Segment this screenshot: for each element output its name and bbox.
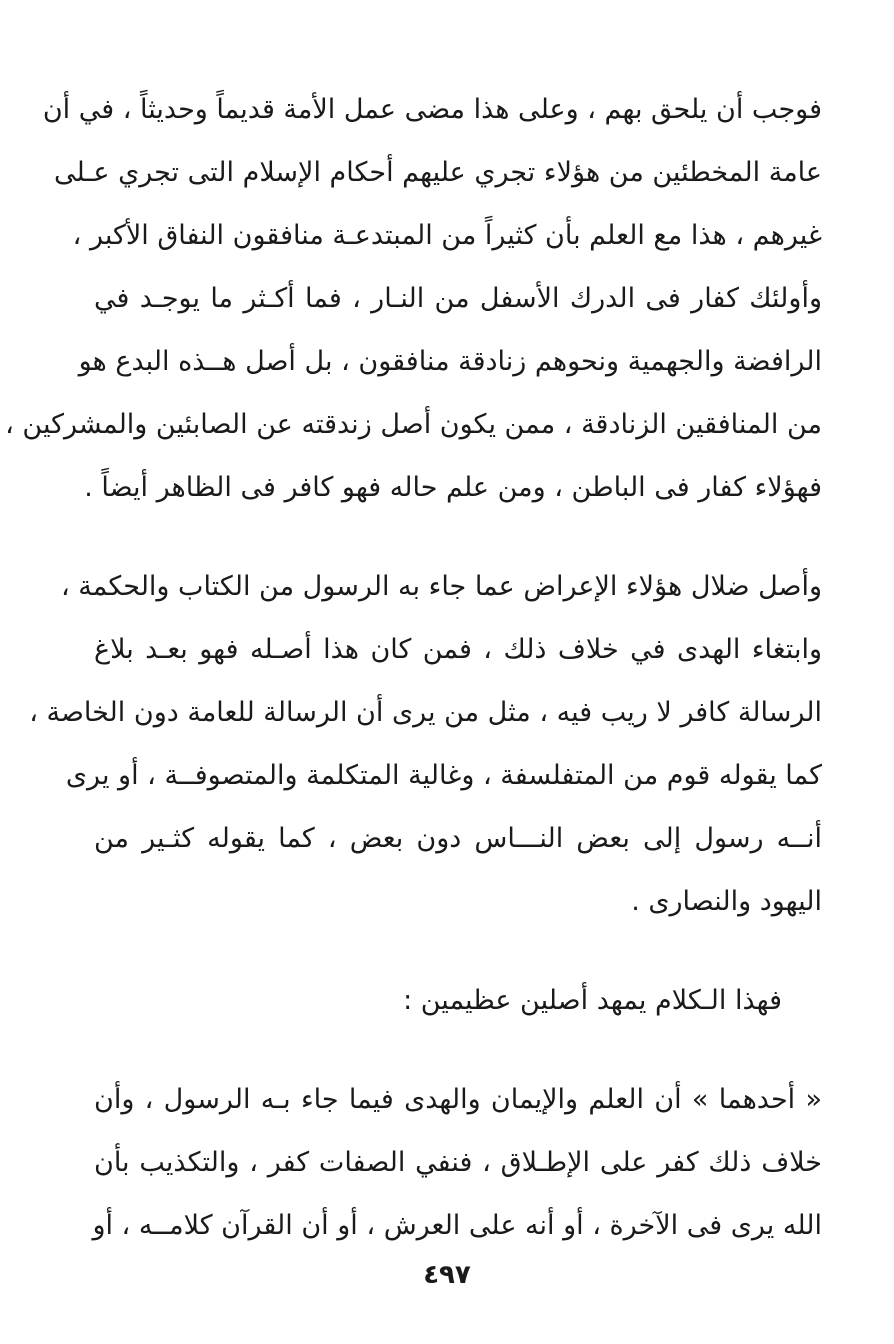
page-number: ٤٩٧ bbox=[423, 1260, 471, 1290]
section-heading: فهذا الـكلام يمهد أصلين عظيمين : bbox=[403, 985, 782, 1016]
paragraph-3 bbox=[94, 969, 822, 1032]
text-line: اليهود والنصارى . bbox=[631, 886, 822, 917]
text-line: خلاف ذلك كفر على الإطـلاق ، فنفي الصفات كفر ، والتكذيب بأن bbox=[94, 1147, 822, 1178]
text-line: أنــه رسول إلى بعض النـــاس دون بعض ، كما يقوله كثـير من bbox=[94, 823, 822, 854]
text-line: فوجب أن يلحق بهم ، وعلى هذا مضى عمل الأمة قديماً وحديثاً ، في أن bbox=[42, 94, 822, 125]
text-line: فهؤلاء كفار فى الباطن ، ومن علم حاله فهو كافر فى الظاهر أيضاً . bbox=[84, 472, 822, 503]
text-column bbox=[5, 78, 822, 1257]
text-line: وأولئك كفار فى الدرك الأسفل من النـار ، فما أكـثر ما يوجـد في bbox=[94, 283, 822, 314]
text-line: وأصل ضلال هؤلاء الإعراض عما جاء به الرسول من الكتاب والحكمة ، bbox=[60, 571, 822, 602]
text-line: الله يرى فى الآخرة ، أو أنه على العرش ، أو أن القرآن كلامــه ، أو bbox=[92, 1210, 822, 1241]
text-line: « أحدهما » أن العلم والإيمان والهدى فيما جاء بـه الرسول ، وأن bbox=[94, 1084, 822, 1115]
text-line: الرسالة كافر لا ريب فيه ، مثل من يرى أن الرسالة للعامة دون الخاصة ، bbox=[29, 697, 822, 728]
paragraph-2 bbox=[29, 555, 822, 933]
text-line: غيرهم ، هذا مع العلم بأن كثيراً من المبتدعـة منافقون النفاق الأكبر ، bbox=[72, 220, 822, 251]
text-line: عامة المخطئين من هؤلاء تجري عليهم أحكام الإسلام التى تجري عـلى bbox=[54, 157, 822, 188]
text-line: الرافضة والجهمية ونحوهم زنادقة منافقون ، بل أصل هــذه البدع هو bbox=[78, 346, 822, 377]
paragraph-1 bbox=[5, 78, 822, 519]
paragraph-4 bbox=[94, 1068, 822, 1257]
text-line: كما يقوله قوم من المتفلسفة ، وغالية المتكلمة والمتصوفــة ، أو يرى bbox=[65, 760, 822, 791]
text-line: من المنافقين الزنادقة ، ممن يكون أصل زندقته عن الصابئين والمشركين ، bbox=[5, 409, 822, 440]
text-line: وابتغاء الهدى في خلاف ذلك ، فمن كان هذا أصـله فهو بعـد بلاغ bbox=[94, 634, 822, 665]
